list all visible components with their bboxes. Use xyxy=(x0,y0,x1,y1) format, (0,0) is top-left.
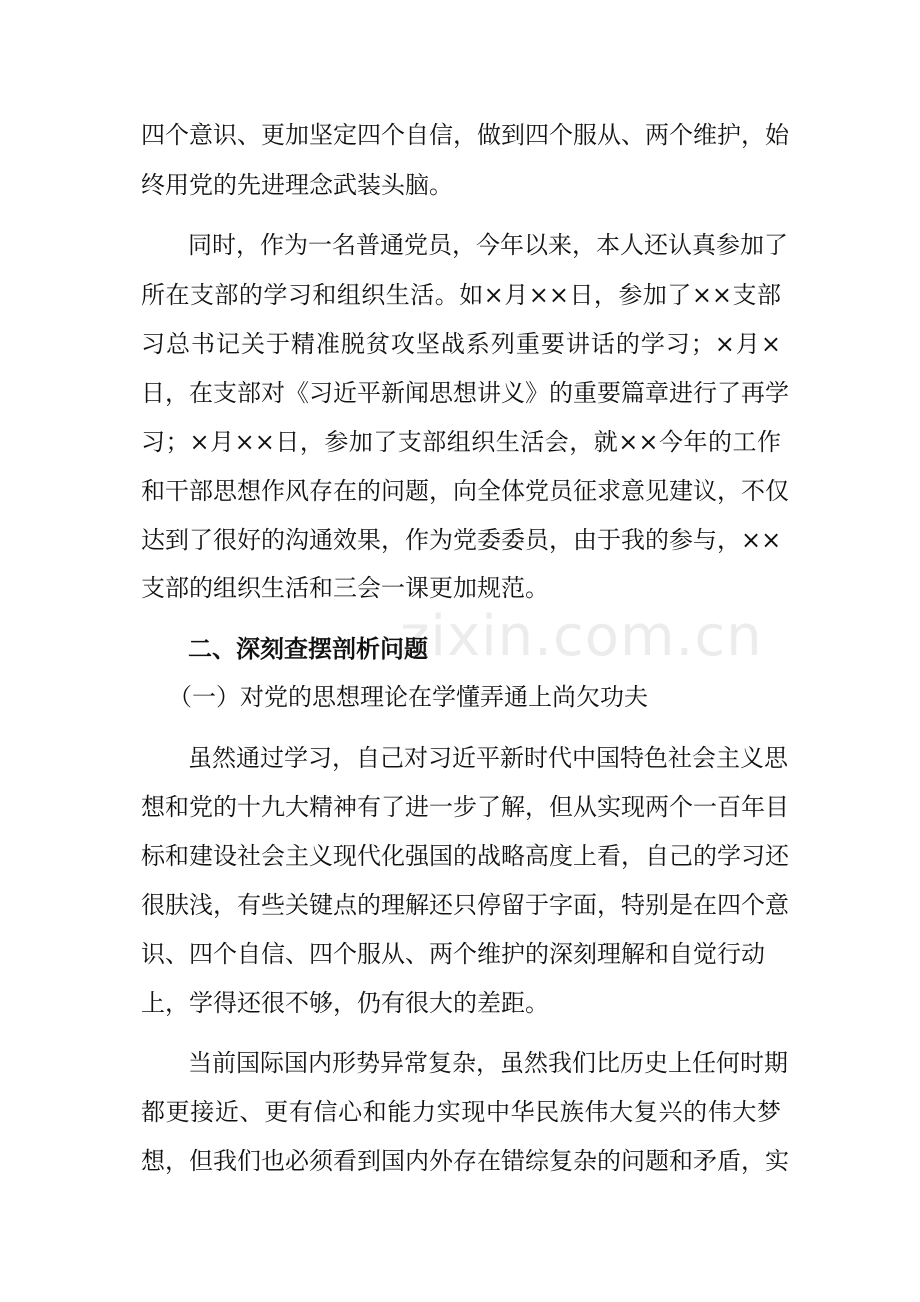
paragraph-4-line-3: 想，但我们也必须看到国内外存在错综复杂的问题和矛盾，实 xyxy=(141,1147,789,1175)
paragraph-2-line-6: 和干部思想作风存在的问题，向全体党员征求意见建议，不仅 xyxy=(141,477,789,505)
paragraph-2-line-7: 达到了很好的沟通效果，作为党委委员，由于我的参与，×× xyxy=(141,526,782,554)
paragraph-3-line-5: 识、四个自信、四个服从、两个维护的深刻理解和自觉行动 xyxy=(141,940,765,968)
paragraph-2-line-2: 所在支部的学习和组织生活。如×月××日，参加了××支部 xyxy=(141,281,781,309)
paragraph-3-line-6: 上，学得还很不够，仍有很大的差距。 xyxy=(141,989,549,1017)
paragraph-3-line-1: 虽然通过学习，自己对习近平新时代中国特色社会主义思 xyxy=(188,744,788,772)
paragraph-2-line-5: 习；×月××日，参加了支部组织生活会，就××今年的工作 xyxy=(141,428,781,456)
section-heading: 二、深刻查摆剖析问题 xyxy=(188,635,428,663)
paragraph-1-line-1: 四个意识、更加坚定四个自信，做到四个服从、两个维护，始 xyxy=(141,121,789,149)
paragraph-4-line-1: 当前国际国内形势异常复杂，虽然我们比历史上任何时期 xyxy=(188,1049,788,1077)
paragraph-3-line-2: 想和党的十九大精神有了进一步了解，但从实现两个一百年目 xyxy=(141,793,789,821)
subsection-heading: （一）对党的思想理论在学懂弄通上尚欠功夫 xyxy=(168,683,648,711)
paragraph-2-line-8: 支部的组织生活和三会一课更加规范。 xyxy=(141,574,549,602)
paragraph-2-line-3: 习总书记关于精准脱贫攻坚战系列重要讲话的学习；×月× xyxy=(141,330,781,358)
paragraph-3-line-4: 很肤浅，有些关键点的理解还只停留于字面，特别是在四个意 xyxy=(141,891,789,919)
paragraph-2-line-1: 同时，作为一名普通党员，今年以来，本人还认真参加了 xyxy=(188,231,788,259)
paragraph-2-line-4: 日，在支部对《习近平新闻思想讲义》的重要篇章进行了再学 xyxy=(141,379,789,407)
watermark: zixin.com.cn xyxy=(400,604,763,669)
paragraph-4-line-2: 都更接近、更有信心和能力实现中华民族伟大复兴的伟大梦 xyxy=(141,1098,781,1126)
paragraph-3-line-3: 标和建设社会主义现代化强国的战略高度上看，自己的学习还 xyxy=(141,842,789,870)
paragraph-1-line-2: 终用党的先进理念武装头脑。 xyxy=(141,171,453,199)
